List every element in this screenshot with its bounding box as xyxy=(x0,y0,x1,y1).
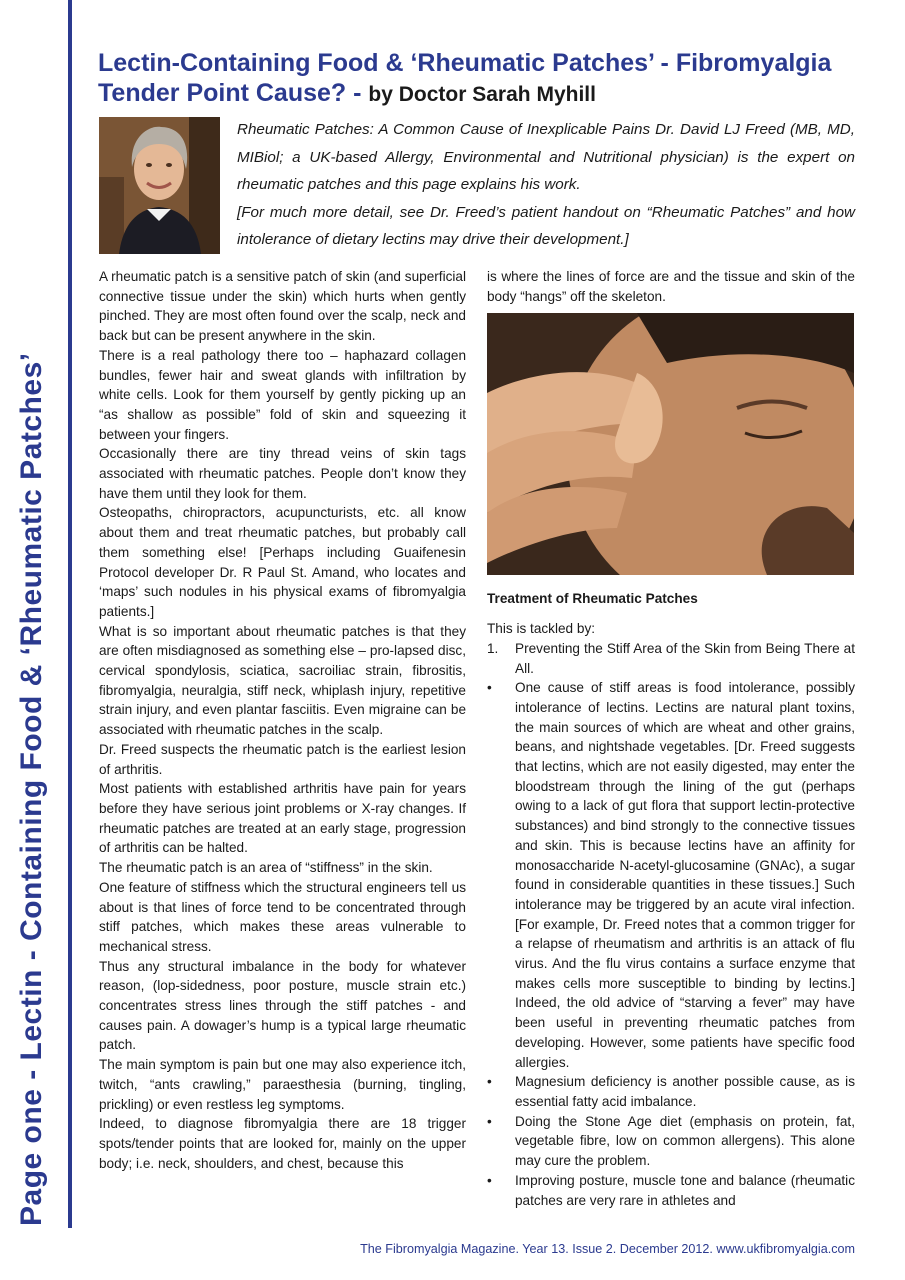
intro xyxy=(237,116,855,254)
body-paragraph: Most patients with established arthritis have pain for years before they have serious joint problems or X-ray changes. If rheumatic patches are treated at an early stage, progression of arthritis can be halted. xyxy=(99,781,466,856)
list-marker: • xyxy=(487,680,492,696)
body-paragraph: is where the lines of force are and the tissue and skin of the body “hangs” off the skeleton. xyxy=(487,269,855,304)
list-item-text: Preventing the Stiff Area of the Skin from Being There at All. xyxy=(515,640,855,676)
list-item xyxy=(487,639,855,678)
list-item xyxy=(487,1072,855,1111)
body-paragraph: Dr. Freed suspects the rheumatic patch is the earliest lesion of arthritis. xyxy=(99,741,466,777)
list-marker: 1. xyxy=(487,640,499,656)
intro-paragraph: Rheumatic Patches: A Common Cause of Inexplicable Pains Dr. David LJ Freed (MB, MD, MIBiol; a UK-based Allergy, Environmental and Nutritional physician) is the expert on rheumatic patches and this page explains his work. xyxy=(237,121,855,193)
body-paragraph: There is a real pathology there too – haphazard collagen bundles, fewer hair and sweat glands with infiltration by white cells. Look for them yourself by gently picking up an “as shallow as possible” fold of skin and squeezing it between your fingers. xyxy=(99,347,466,442)
list-item-text: One cause of stiff areas is food intolerance, possibly intolerance of lectins. Lectins are natural plant toxins, the main sources of which are wheat and other grains, beans, and nightshade vegetables. [Dr. Freed suggests that lectins, which are not easily digested, may enter the bloodstream through the lining of the gut (perhaps owing to a lack of gut flora that support lectin-protective substances) and bind strongly to the connective tissues and skin. This is because lectins have an affinity for monosaccharide N-acetyl-glucosamine (GNAc), a sugar found in considerable quantities in these tissues.] Such intolerance may be triggered by an acute viral infection. [For example, Dr. Freed notes that a common trigger for a relapse of rheumatism and arthritis is an attack of flu virus. And the flu virus contains a surface enzyme that makes cells more susceptible to binding by lectins.] Indeed, the old advice of “starving a fever” may have been useful in preventing rheumatic patches from developing. However, some patients have specific food allergies. xyxy=(515,680,855,1070)
body-paragraph: Osteopaths, chiropractors, acupuncturists, etc. all know about them and treat rheumatic patches, but probably call them something else! [Perhaps including Guaifenesin Protocol developer Dr. R Paul St. Amand, who locates and ‘maps’ such nodules in his physical exams of fibromyalgia patients.] xyxy=(99,505,466,619)
list-item xyxy=(487,1112,855,1171)
list-item-text: Doing the Stone Age diet (emphasis on protein, fat, vegetable fibre, low on common allergens). This alone may cure the problem. xyxy=(515,1113,855,1169)
page-title: Lectin-Containing Food & ‘Rheumatic Patches’ - Fibromyalgia Tender Point Cause? - by Doctor Sarah Myhill xyxy=(98,49,832,107)
section-lead: This is tackled by: xyxy=(487,621,596,637)
body-paragraph: One feature of stiffness which the structural engineers tell us about is that lines of force tend to be concentrated through stiff patches, which makes these areas vulnerable to mechanical stress. xyxy=(99,879,466,954)
body-paragraph: Thus any structural imbalance in the body for whatever reason, (lop-sidedness, poor posture, muscle strain etc.) concentrates stress lines through the stiff patches - and causes pain. A dowager’s hump is a typical large rheumatic patch. xyxy=(99,958,466,1053)
list-marker: • xyxy=(487,1172,492,1188)
body-paragraph: The main symptom is pain but one may also experience itch, twitch, “ants crawling,” paraesthesia (burning, tingling, prickling) or even restless leg symptoms. xyxy=(99,1057,466,1112)
footer: The Fibromyalgia Magazine. Year 13. Issue 2. December 2012. www.ukfibromyalgia.com xyxy=(360,1242,855,1256)
byline: by Doctor Sarah Myhill xyxy=(368,83,596,106)
section-heading: Treatment of Rheumatic Patches xyxy=(487,591,698,607)
title-text: Lectin-Containing Food & ‘Rheumatic Patches’ - Fibromyalgia Tender Point Cause? xyxy=(98,49,832,107)
treatment-list xyxy=(487,639,855,1210)
list-item xyxy=(487,1171,855,1210)
side-rule xyxy=(68,0,72,1228)
list-marker: • xyxy=(487,1074,492,1090)
author-photo xyxy=(99,117,220,254)
body-paragraph: A rheumatic patch is a sensitive patch of skin (and superficial connective tissue under the skin) which hurts when gently pinched. They are most often found over the scalp, neck and back but can be present anywhere in the skin. xyxy=(99,269,466,344)
right-column xyxy=(487,267,855,1210)
list-marker: • xyxy=(487,1113,492,1129)
list-item-text: Improving posture, muscle tone and balance (rheumatic patches are very rare in athletes and xyxy=(515,1172,855,1208)
body-paragraph: Occasionally there are tiny thread veins of skin tags associated with rheumatic patches. People don’t know they have them until they look for them. xyxy=(99,446,466,501)
list-item-text: Magnesium deficiency is another possible cause, as is essential fatty acid imbalance. xyxy=(515,1074,855,1109)
list-item xyxy=(487,678,855,1072)
body-paragraph: The rheumatic patch is an area of “stiffness” in the skin. xyxy=(99,860,433,876)
intro-paragraph: [For much more detail, see Dr. Freed’s patient handout on “Rheumatic Patches” and how intolerance of dietary lectins may drive their development.] xyxy=(237,203,855,248)
side-title: Page one - Lectin - Containing Food & ‘Rheumatic Patches’ xyxy=(15,352,48,1226)
body-paragraph: What is so important about rheumatic patches is that they are often misdiagnosed as something else – pro-lapsed disc, cervical spondylosis, sciatica, sacroiliac strain, fibrositis, fibromyalgia, neuralgia, stiff neck, whiplash injury, repetitive strain injury, and even plantar fasciitis. Even migraine can be associated with rheumatic patches in the scalp. xyxy=(99,623,466,738)
body-paragraph: Indeed, to diagnose fibromyalgia there are 18 trigger spots/tender points that are looked for, mainly on the upper body; i.e. neck, shoulders, and chest, because this xyxy=(99,1116,466,1171)
face-pain-photo xyxy=(487,313,854,575)
left-column xyxy=(99,267,466,1173)
